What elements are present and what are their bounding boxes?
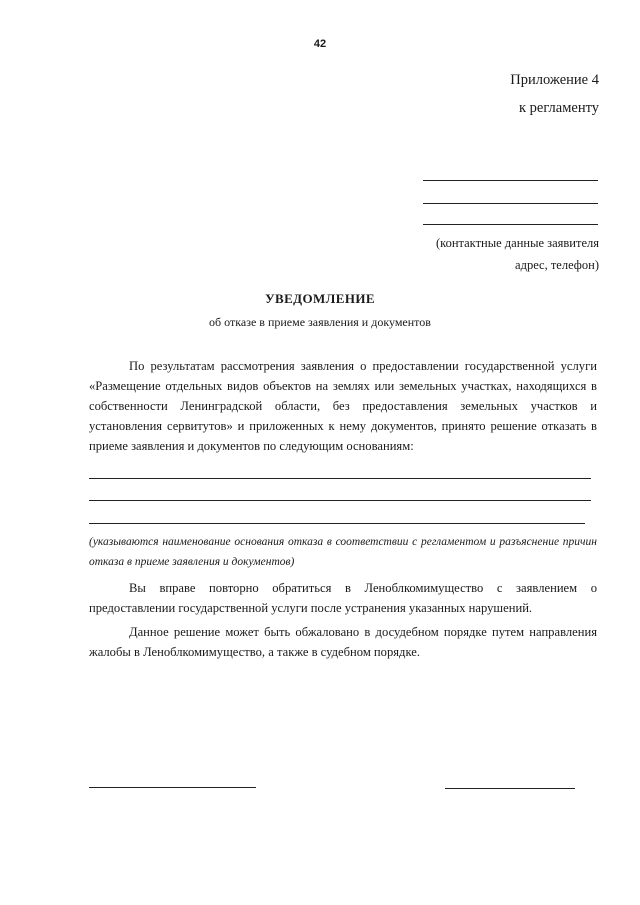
- contact-caption-line-1: (контактные данные заявителя: [435, 236, 599, 250]
- contact-caption: [436, 232, 599, 276]
- notice-subtitle: об отказе в приеме заявления и документов: [209, 315, 431, 329]
- reapply-paragraph: Вы вправе повторно обратиться в Леноблкомимущество с заявлением о предоставлении государственной услуги после устранения указанных нарушений.: [89, 581, 597, 615]
- grounds-note: (указываются наименование основания отказа в соответствии с регламентом и разъяснение причин отказа в приеме заявления и документов): [89, 536, 597, 568]
- appendix-header: [510, 66, 599, 122]
- applicant-line-1: [423, 180, 598, 181]
- signature-line-left: [89, 787, 256, 788]
- grounds-line-1: [89, 478, 591, 479]
- grounds-line-3: [89, 523, 585, 524]
- grounds-line-2: [89, 500, 591, 501]
- notice-title: УВЕДОМЛЕНИЕ: [265, 291, 375, 306]
- applicant-line-3: [423, 224, 598, 225]
- contact-caption-line-2: адрес, телефон): [515, 258, 599, 272]
- appendix-reference: к регламенту: [518, 100, 599, 116]
- decision-paragraph: По результатам рассмотрения заявления о предоставлении государственной услуги «Размещение отдельных видов объектов на землях или земельных участках, находящихся в собственности Ленинградской области, без предоставления земельных участков и установления сервитутов» и приложенных к нему документов, принято решение отказать в приеме заявления и документов по следующим основаниям:: [89, 359, 597, 453]
- page-number: 42: [313, 38, 327, 50]
- applicant-line-2: [423, 203, 598, 204]
- appendix-number: Приложение 4: [510, 72, 599, 88]
- signature-line-right: [445, 788, 575, 789]
- appeal-paragraph: Данное решение может быть обжаловано в досудебном порядке путем направления жалобы в Леноблкомимущество, а также в судебном порядке.: [89, 625, 597, 659]
